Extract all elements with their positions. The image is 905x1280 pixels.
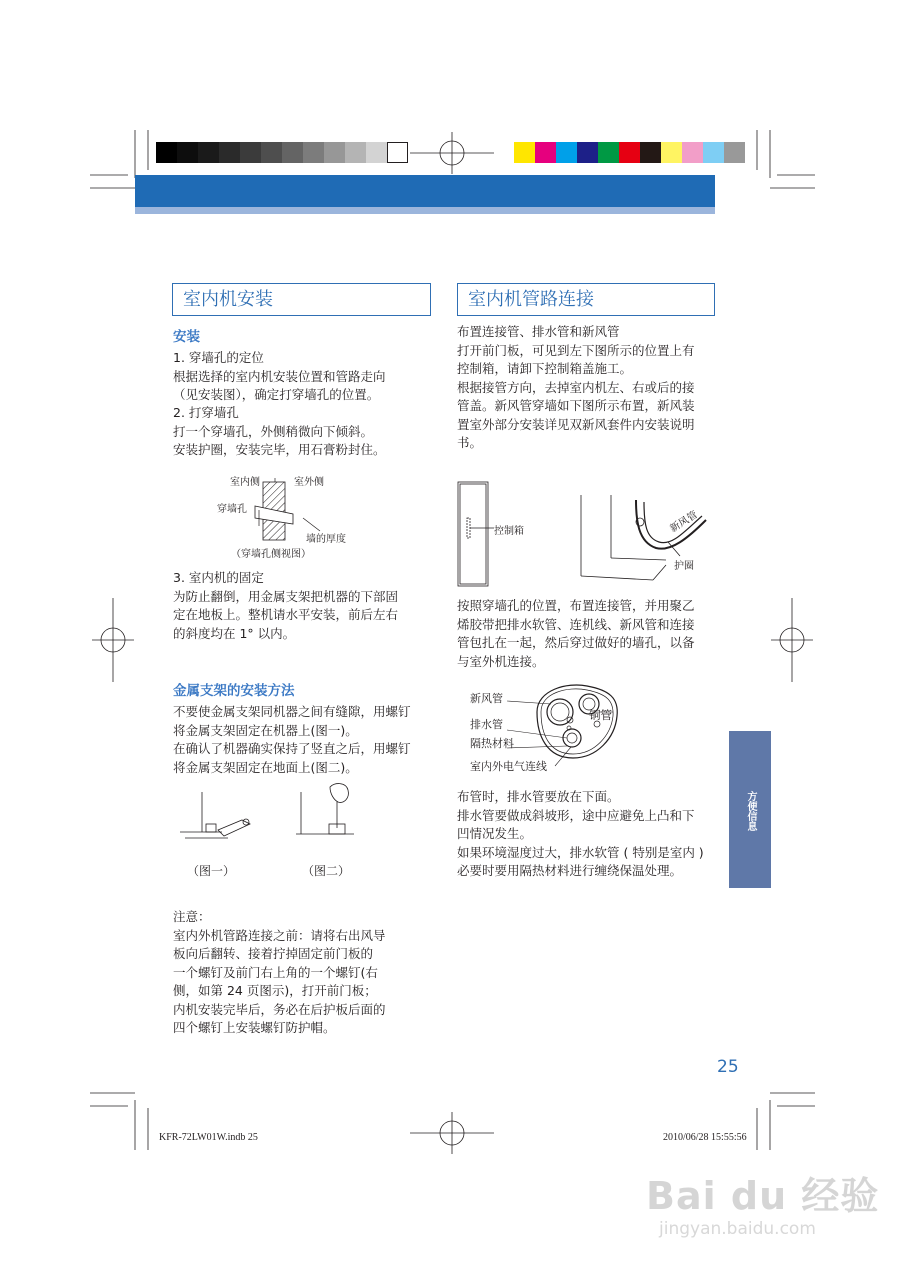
swatch — [219, 142, 240, 163]
swatch — [619, 142, 640, 163]
swatch — [198, 142, 219, 163]
label-bundle-fresh-air: 新风管 — [470, 692, 503, 705]
watermark-url: jingyan.baidu.com — [659, 1219, 816, 1239]
swatch — [177, 142, 198, 163]
install-heading: 安装 — [173, 329, 200, 345]
side-tab-convenience-info — [729, 731, 771, 888]
label-bundle-wire: 室内外电气连线 — [470, 760, 547, 773]
swatch — [156, 142, 177, 163]
pipe-bundle-cross-section — [527, 682, 637, 762]
swatch — [724, 142, 745, 163]
swatch — [282, 142, 303, 163]
fig-label-indoor: 室内侧 — [230, 477, 260, 488]
swatch — [577, 142, 598, 163]
label-bundle-drain: 排水管 — [470, 718, 503, 731]
label-bundle-insulation: 隔热材料 — [470, 737, 514, 750]
note-text: 注意： 室内外机管路连接之前：请将右出风导 板向后翻转、接着拧掉固定前门板的 一个螺钉及前门右上角的一个螺钉(右 侧，如第 24 页图示)，打开前门板； 内机安装完毕后，务必在后护板后面的 四个螺钉上安装螺钉防护帽。 — [173, 909, 386, 1035]
fig-label-outdoor: 室外侧 — [294, 477, 324, 488]
label-guard-ring: 护圈 — [674, 561, 694, 572]
header-band-stripe — [135, 207, 715, 214]
fig-1-caption: （图一） — [187, 864, 236, 878]
swatch — [514, 142, 535, 163]
bracket-figure-1 — [180, 790, 260, 850]
step-1-text: 1. 穿墙孔的定位 根据选择的室内机安装位置和管路走向 （见安装图），确定打穿墙孔的位置。 — [173, 350, 386, 402]
bracket-text: 不要使金属支架同机器之间有缝隙，用螺钉 将金属支架固定在机器上(图一)。 在确认了机器确实保持了竖直之后，用螺钉 将金属支架固定在地面上(图二)。 — [173, 704, 411, 775]
bracket-figure-2 — [296, 782, 376, 842]
step-3-text: 3. 室内机的固定 为防止翻倒，用金属支架把机器的下部固 定在地板上。整机请水平安装，前后左右 的斜度均在 1° 以内。 — [173, 570, 399, 641]
bracket-heading: 金属支架的安装方法 — [173, 683, 295, 699]
swatch — [345, 142, 366, 163]
header-band — [135, 175, 715, 207]
footer-date: 2010/06/28 15:55:56 — [663, 1132, 747, 1143]
fig-label-thickness: 墙的厚度 — [306, 534, 346, 545]
swatch — [240, 142, 261, 163]
fig-label-hole: 穿墙孔 — [217, 504, 247, 515]
step-2-text: 2. 打穿墙孔 打一个穿墙孔，外侧稍微向下倾斜。 安装护圈，安装完毕，用石膏粉封住。 — [173, 405, 386, 457]
section-title-indoor-install: 室内机安装 — [172, 283, 431, 316]
fig-2-caption: （图二） — [302, 864, 351, 878]
side-tab-label: 方便信息 — [745, 791, 756, 831]
section-title-piping: 室内机管路连接 — [457, 283, 715, 316]
label-fresh-air-pipe: 新风管 — [668, 509, 700, 535]
swatch — [366, 142, 387, 163]
watermark-brand: Bai du 经验 — [646, 1174, 880, 1218]
swatch — [598, 142, 619, 163]
label-control-box: 控制箱 — [494, 526, 524, 537]
swatch — [535, 142, 556, 163]
bundle-wrap-text: 按照穿墙孔的位置，布置连接管，并用聚乙 烯胶带把排水软管、连机线、新风管和连接 管包扎在一起，然后穿过做好的墙孔，以备 与室外机连接。 — [457, 598, 695, 669]
swatch — [387, 142, 408, 163]
swatch — [682, 142, 703, 163]
swatch — [703, 142, 724, 163]
drain-pipe-text: 布管时，排水管要放在下面。 排水管要做成斜坡形，途中应避免上凸和下 凹情况发生。 如果环境湿度过大，排水软管 ( 特别是室内 ) 必要时要用隔热材料进行缠绕保温处理。 — [457, 789, 704, 878]
footer-file: KFR-72LW01W.indb 25 — [159, 1132, 258, 1143]
fig-caption-wall: （穿墙孔侧视图） — [231, 549, 311, 560]
piping-intro: 布置连接管、排水管和新风管 打开前门板，可见到左下图所示的位置上有 控制箱，请卸下控制箱盖施工。 根据接管方向，去掉室内机左、右或后的接 管盖。新风管穿墙如下图所示布置，新风装 置室外部分安装详见双新风套件内安装说明 书。 — [457, 324, 695, 450]
swatch — [640, 142, 661, 163]
swatch — [556, 142, 577, 163]
label-bundle-copper: 铜管 — [589, 708, 612, 722]
swatch — [324, 142, 345, 163]
swatch — [261, 142, 282, 163]
swatch — [303, 142, 324, 163]
swatch — [661, 142, 682, 163]
page-number: 25 — [717, 1057, 739, 1077]
